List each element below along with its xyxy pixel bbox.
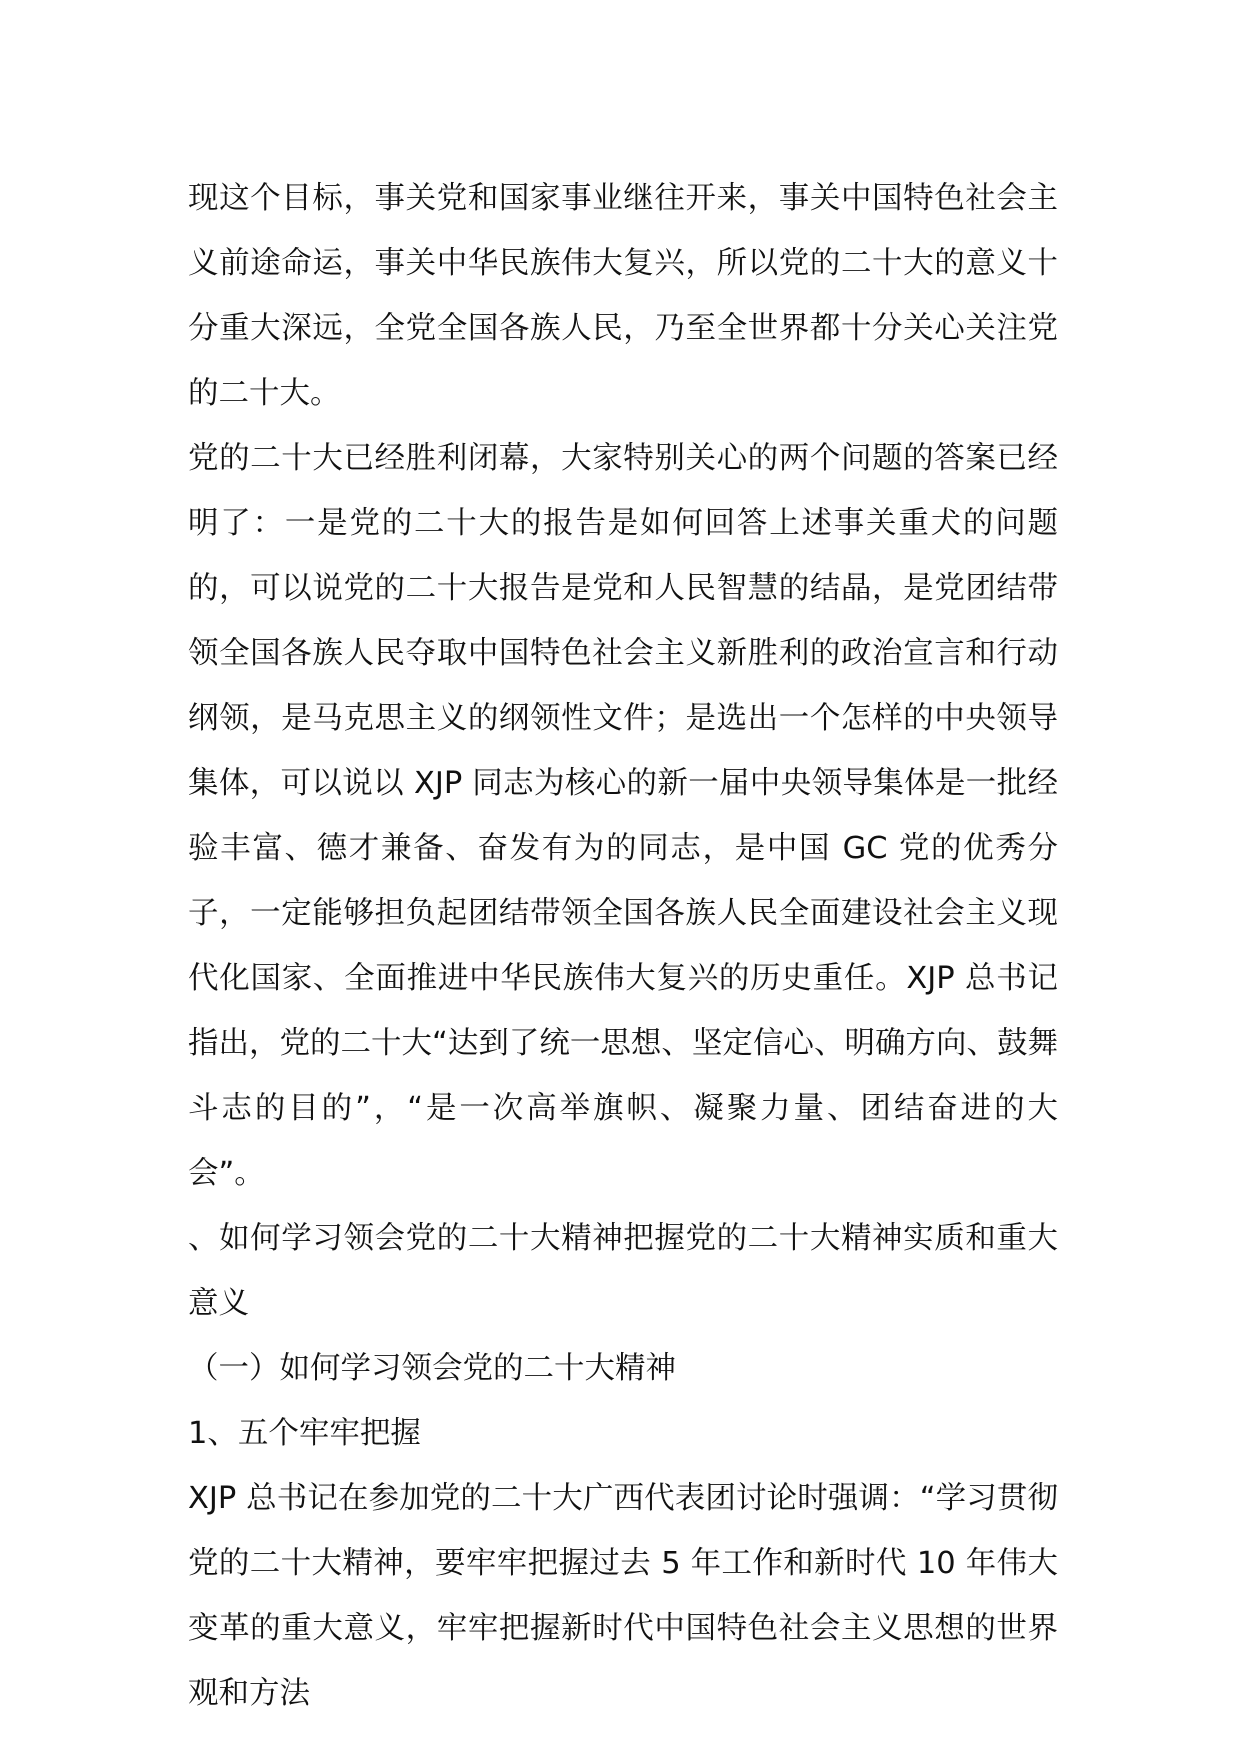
paragraph-congress-closing: 党的二十大已经胜利闭幕，大家特别关心的两个问题的答案已经明了：一是党的二十大的报告是如何回答上述事关重犬的问题的，可以说党的二十大报告是党和人民智慧的结晶，是党团结带领全国各族人民夺取中国特色社会主义新胜利的政治宣言和行动纲领，是马克思主义的纲领性文件；是选出一个怎样的中央领导集体，可以说以 XJP 同志为核心的新一届中央领导集体是一批经验丰富、德才兼备、奋发有为的同志，是中国 GC 党的优秀分子，一定能够担负起团结带领全国各族人民全面建设社会主义现代化国家、全面推进中华民族伟大复兴的历史重任。XJP 总书记指出，党的二十大“达到了统一思想、坚定信心、明确方向、鼓舞斗志的目的”，“是一次高举旗帜、凝聚力量、团结奋进的大会”。 — [188, 441, 1058, 1191]
paragraph-five-grasps: XJP 总书记在参加党的二十大广西代表团讨论时强调：“学习贯彻党的二十大精神，要牢牢把握过去 5 年工作和新时代 10 年伟大变革的重大意义，牢牢把握新时代中国特色社会主义思想的世界观和方法 — [188, 1481, 1058, 1711]
numbered-heading: 1、五个牢牢把握 — [188, 1416, 421, 1451]
subsection-heading: （一）如何学习领会党的二十大精神 — [188, 1351, 676, 1386]
section-heading: 、如何学习领会党的二十大精神把握党的二十大精神实质和重大意义 — [188, 1221, 1058, 1321]
paragraph-goal-significance: 现这个目标，事关党和国家事业继往开来，事关中国特色社会主义前途命运，事关中华民族伟大复兴，所以党的二十大的意义十分重大深远，全党全国各族人民，乃至全世界都十分关心关注党的二十大。 — [188, 181, 1058, 411]
document-body — [188, 166, 1058, 1726]
